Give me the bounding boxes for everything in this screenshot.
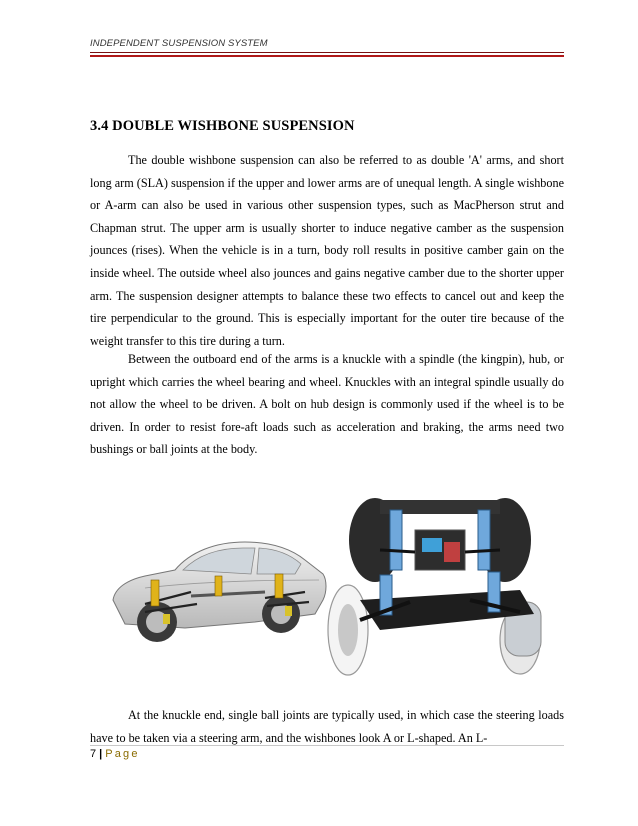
running-header: INDEPENDENT SUSPENSION SYSTEM [90,38,268,49]
header-rule-thin [90,52,564,53]
rc-buggy-image [320,490,560,680]
page-number: 7 [90,748,97,760]
paragraph-3: At the knuckle end, single ball joints are typically used, in which case the steering loads have to be taken via a steering arm, and the wishbones look A or L-shaped. An L- [90,708,564,745]
paragraph-2: Between the outboard end of the arms is a knuckle with a spindle (the kingpin), hub, or upright which carries the wheel bearing and wheel. Knuckles with an integral spindle usually do not allow the wheel to be driven. A bolt on hub design is commonly used if the wheel is to be driven. In order to resist fore-aft loads such as acceleration and braking, the arms need two bushings or ball joints at the body. [90,352,564,457]
paragraph-1: The double wishbone suspension can also be referred to as double 'A' arms, and short long arm (SLA) suspension if the upper and lower arms are of unequal length. A single wishbone or A-arm can also be used in various other suspension types, such as MacPherson strut and Chapman strut. The upper arm is usually shorter to induce negative camber as the suspension jounces (rises). When the vehicle is in a turn, body roll results in positive camber gain on the inside wheel. The outside wheel also jounces and gains negative camber due to the shorter upper arm. The suspension designer attempts to balance these two effects to cancel out and keep the tire perpendicular to the ground. This is especially important for the outer tire because of the weight transfer to this tire during a turn. [90,153,564,348]
car-cutaway-image [105,518,330,653]
section-heading: 3.4 DOUBLE WISHBONE SUSPENSION [90,118,355,134]
page-footer [90,748,140,760]
page-label: Page [105,748,140,760]
footer-separator: | [99,748,103,760]
header-rule-thick [90,55,564,57]
footer-rule [90,745,564,746]
